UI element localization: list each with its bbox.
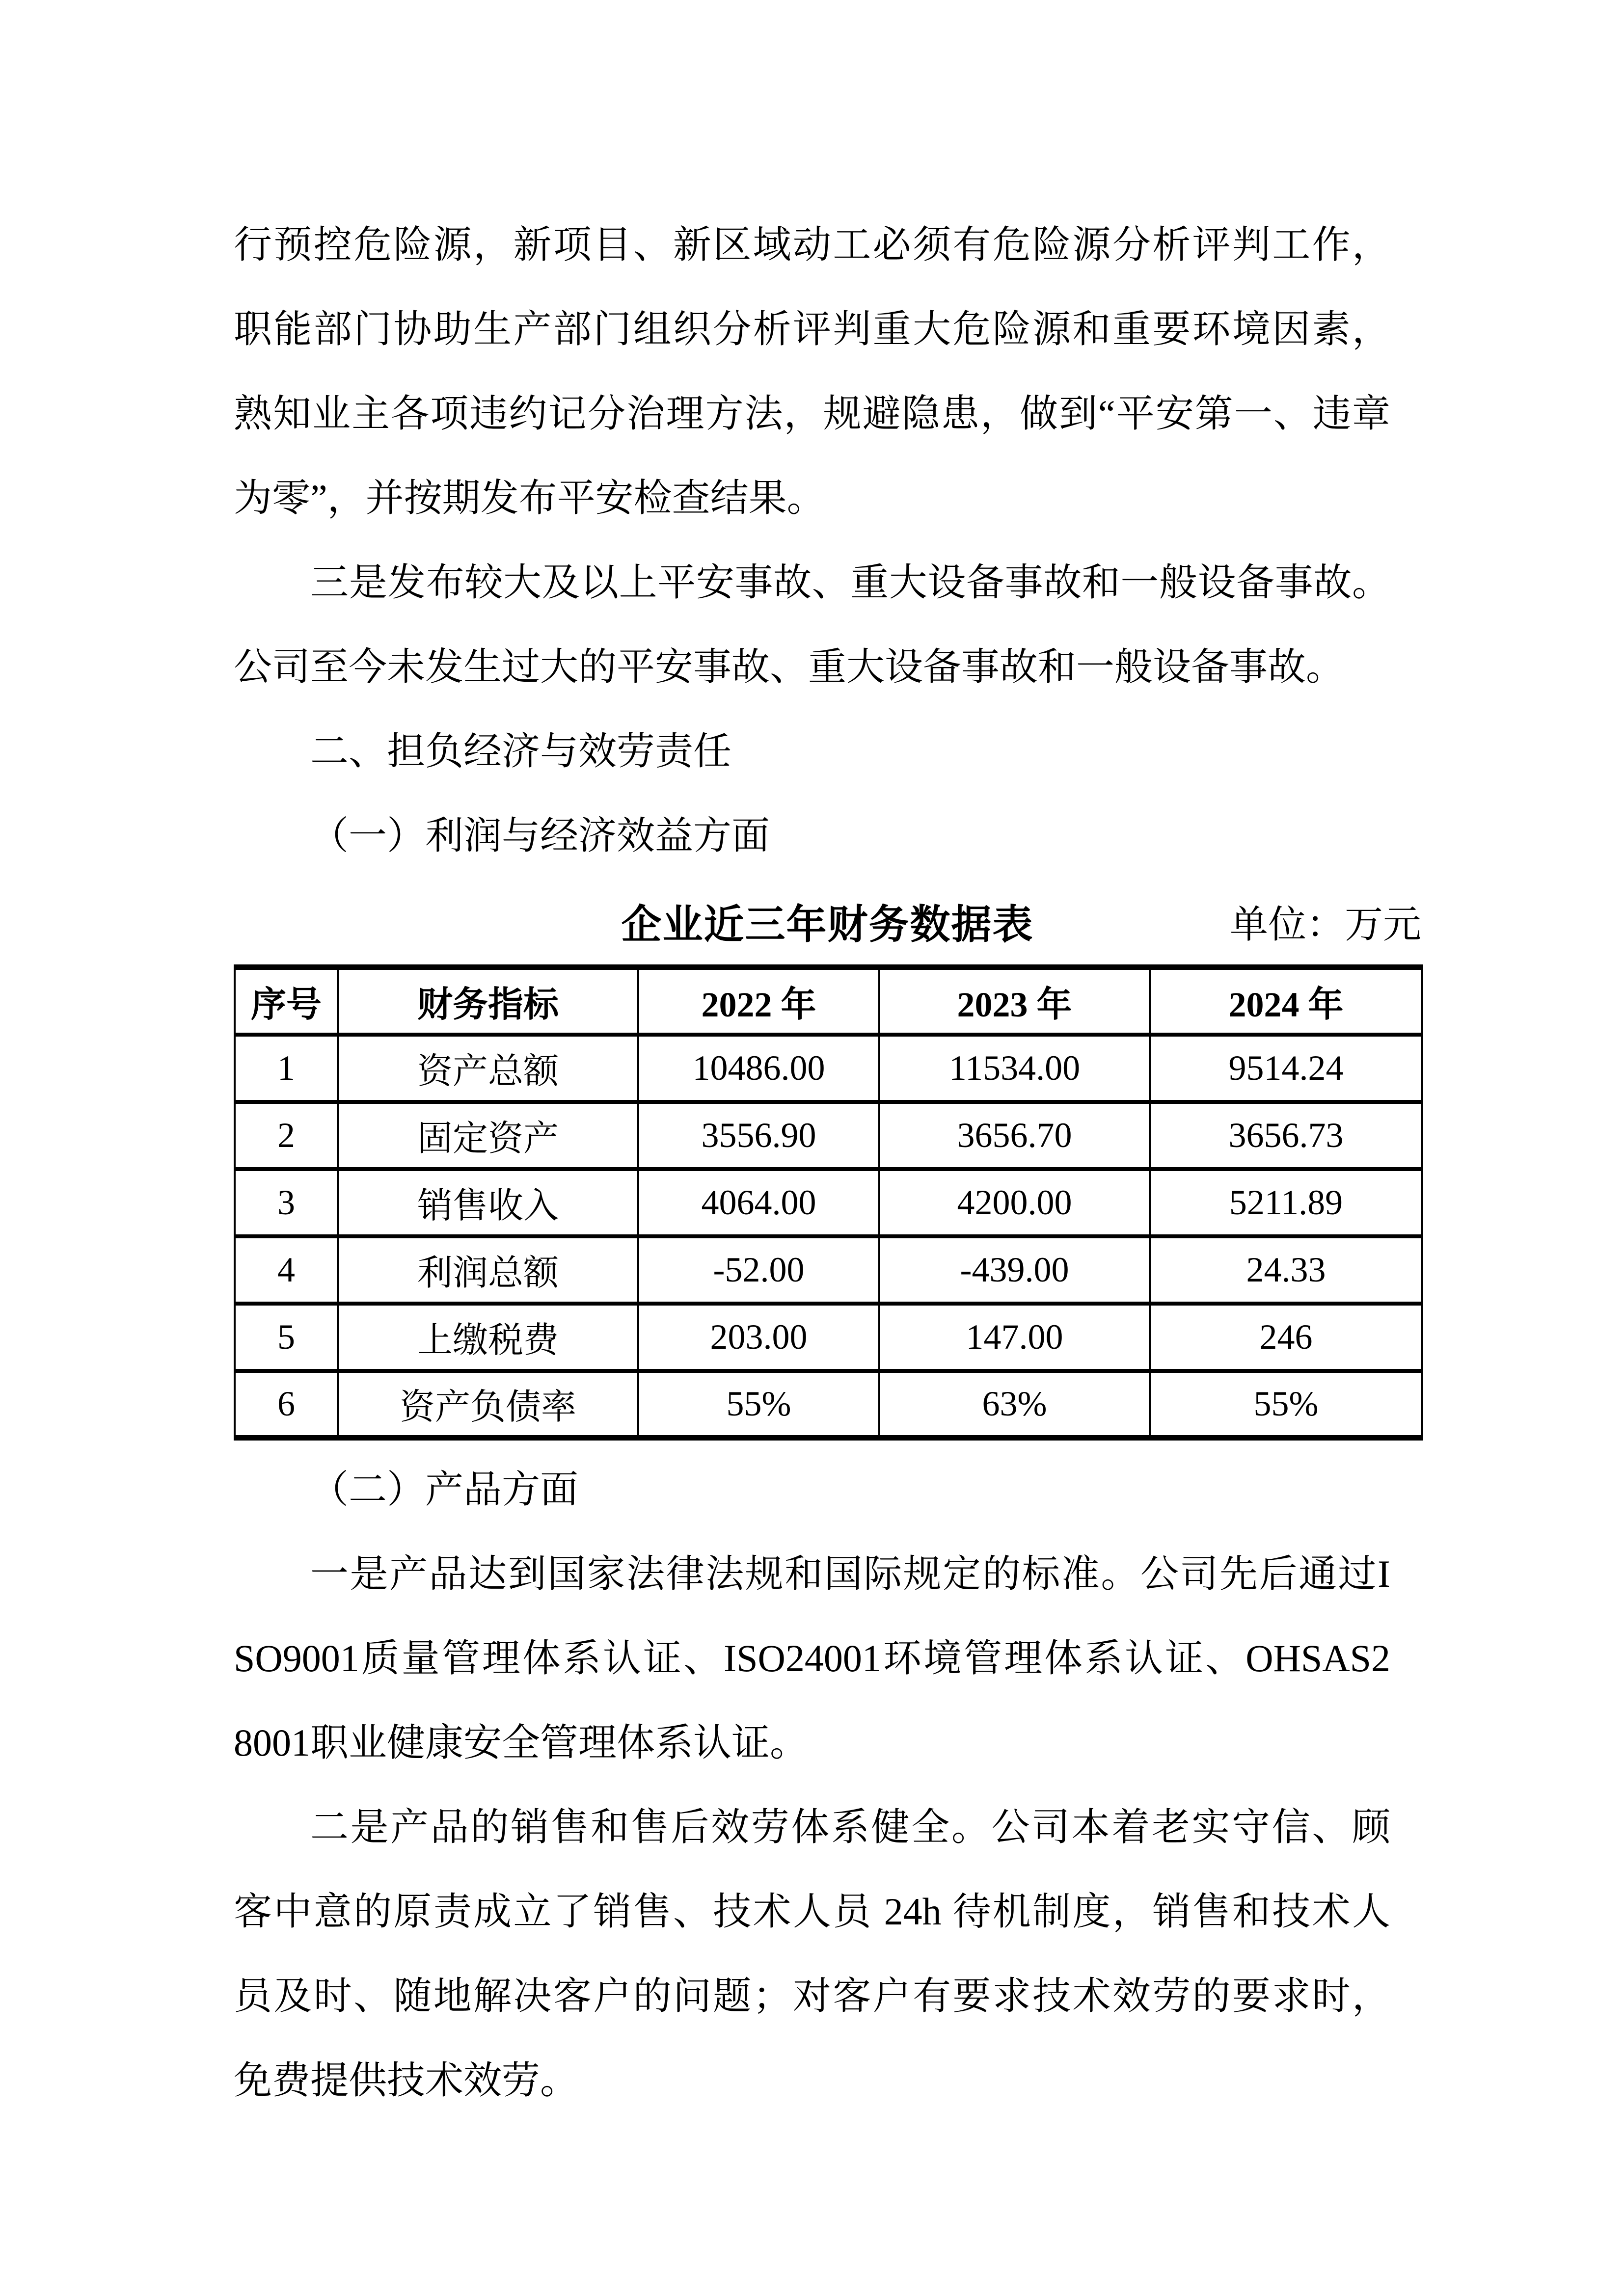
table-row bbox=[235, 1035, 1422, 1102]
table-cell: 1 bbox=[235, 1035, 338, 1102]
table-row bbox=[235, 1236, 1422, 1304]
subsection-heading: （一）利润与经济效益方面 bbox=[310, 814, 770, 857]
table-cell: 固定资产 bbox=[338, 1102, 638, 1169]
table-cell: 销售收入 bbox=[338, 1169, 638, 1236]
text-line: 8001职业健康安全管理体系认证。 bbox=[234, 1721, 809, 1764]
table-cell: 2 bbox=[235, 1102, 338, 1169]
table-cell: -52.00 bbox=[638, 1236, 879, 1304]
text-line: 三是发布较大及以上平安事故、重大设备事故和一般设备事故。 bbox=[310, 561, 1390, 604]
text-line: 职能部门协助生产部门组织分析评判重大危险源和重要环境因素， bbox=[234, 308, 1390, 350]
table-row bbox=[235, 1169, 1422, 1236]
table-cell: 55% bbox=[1150, 1371, 1422, 1438]
table-cell: 3 bbox=[235, 1169, 338, 1236]
text-line: 行预控危险源，新项目、新区域动工必须有危险源分析评判工作， bbox=[234, 223, 1390, 266]
text-line: 公司至今未发生过大的平安事故、重大设备事故和一般设备事故。 bbox=[234, 645, 1345, 688]
table-header-row bbox=[235, 967, 1422, 1035]
table-title: 企业近三年财务数据表 bbox=[621, 902, 1034, 947]
table-cell: 4 bbox=[235, 1236, 338, 1304]
table-cell: 4064.00 bbox=[638, 1169, 879, 1236]
table-cell: 上缴税费 bbox=[338, 1304, 638, 1371]
bottom-text-block bbox=[234, 1447, 1390, 2123]
table-cell: 6 bbox=[235, 1371, 338, 1438]
table-cell: -439.00 bbox=[879, 1236, 1150, 1304]
text-line: SO9001质量管理体系认证、ISO24001环境管理体系认证、OHSAS2 bbox=[234, 1637, 1390, 1680]
table-cell: 5211.89 bbox=[1150, 1169, 1422, 1236]
subsection-heading: （二）产品方面 bbox=[310, 1468, 579, 1511]
table-row bbox=[235, 1304, 1422, 1371]
table-cell: 10486.00 bbox=[638, 1035, 879, 1102]
text-line: 二是产品的销售和售后效劳体系健全。公司本着老实守信、顾 bbox=[310, 1806, 1390, 1848]
table-cell: 资产负债率 bbox=[338, 1371, 638, 1438]
table-cell: 11534.00 bbox=[879, 1035, 1150, 1102]
table-cell: 3556.90 bbox=[638, 1102, 879, 1169]
table-cell: 55% bbox=[638, 1371, 879, 1438]
section-heading: 二、担负经济与效劳责任 bbox=[310, 730, 732, 773]
table-cell: 246 bbox=[1150, 1304, 1422, 1371]
table-cell: 5 bbox=[235, 1304, 338, 1371]
table-cell: 9514.24 bbox=[1150, 1035, 1422, 1102]
table-header-cell: 序号 bbox=[235, 967, 338, 1035]
text-line: 一是产品达到国家法律法规和国际规定的标准。公司先后通过I bbox=[310, 1552, 1390, 1595]
table-cell: 资产总额 bbox=[338, 1035, 638, 1102]
text-line: 免费提供技术效劳。 bbox=[234, 2059, 579, 2102]
text-line: 为零”，并按期发布平安检查结果。 bbox=[234, 477, 825, 519]
table-cell: 4200.00 bbox=[879, 1169, 1150, 1236]
table-header-cell: 2023 年 bbox=[879, 967, 1150, 1035]
table-cell: 3656.70 bbox=[879, 1102, 1150, 1169]
table-row bbox=[235, 1371, 1422, 1438]
table-cell: 24.33 bbox=[1150, 1236, 1422, 1304]
table-cell: 63% bbox=[879, 1371, 1150, 1438]
table-cell: 203.00 bbox=[638, 1304, 879, 1371]
table-row bbox=[235, 1102, 1422, 1169]
table-caption-row bbox=[234, 878, 1421, 964]
financial-data-table bbox=[234, 964, 1423, 1441]
table-cell: 147.00 bbox=[879, 1304, 1150, 1371]
table-header-cell: 2022 年 bbox=[638, 967, 879, 1035]
text-line: 客中意的原责成立了销售、技术人员 24h 待机制度，销售和技术人 bbox=[234, 1890, 1390, 1933]
table-unit-label: 单位：万元 bbox=[1229, 903, 1421, 946]
text-line: 员及时、随地解决客户的问题；对客户有要求技术效劳的要求时， bbox=[234, 1975, 1390, 2017]
table-cell: 利润总额 bbox=[338, 1236, 638, 1304]
text-line: 熟知业主各项违约记分治理方法，规避隐患，做到“平安第一、违章 bbox=[234, 392, 1390, 435]
table-header-cell: 2024 年 bbox=[1150, 967, 1422, 1035]
table-cell: 3656.73 bbox=[1150, 1102, 1422, 1169]
table-header-cell: 财务指标 bbox=[338, 967, 638, 1035]
